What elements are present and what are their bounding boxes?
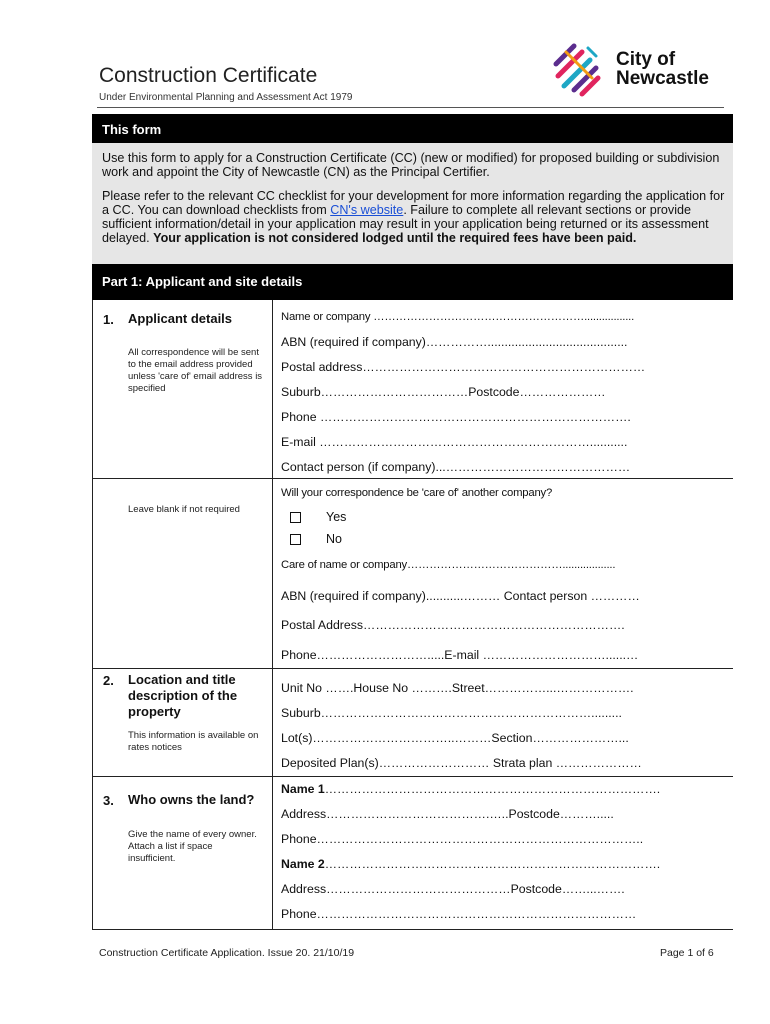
property-deposited-strata-field[interactable]: Deposited Plan(s)……………………… Strata plan ………………… <box>281 756 642 770</box>
applicant-phone-field[interactable]: Phone …………………………………………………………………. <box>281 410 631 424</box>
section-divider-3 <box>92 776 733 777</box>
care-of-phone-email-field[interactable]: Phone……………………….....E-mail …………………………......… <box>281 648 639 662</box>
section-1-title: Applicant details <box>128 311 233 326</box>
section-divider-2 <box>92 668 733 669</box>
section-1-note: All correspondence will be sent to the email address provided unless 'care of' email address is specified <box>128 347 263 394</box>
part1-heading: Part 1: Applicant and site details <box>102 274 303 289</box>
care-of-no-checkbox[interactable] <box>290 534 301 545</box>
cn-website-link[interactable]: CN's website <box>330 203 404 217</box>
property-suburb-field[interactable]: Suburb…………………………………………………………......... <box>281 706 622 720</box>
table-bottom-border <box>92 929 733 930</box>
section-3-note: Give the name of every owner. Attach a list if space insufficient. <box>128 829 257 864</box>
owner-1-name-field[interactable] <box>281 782 660 796</box>
logo-mark-icon <box>552 42 612 98</box>
care-of-no-label: No <box>326 532 342 546</box>
care-of-yes-checkbox[interactable] <box>290 512 301 523</box>
this-form-bar <box>92 114 733 143</box>
intro-paragraph-1: Use this form to apply for a Construction Certificate (CC) (new or modified) for proposed building or subdivision work and appoint the City of Newcastle (CN) as the Principal Certifier. <box>102 151 720 179</box>
owner-1-label: Name 1 <box>281 782 325 796</box>
owner-1-dots: ………………………………………………………………………. <box>324 782 661 796</box>
applicant-name-field[interactable]: Name or company …………………………………………………................. <box>281 311 635 323</box>
table-left-border <box>92 300 93 930</box>
applicant-email-field[interactable]: E-mail …………………………………………………………........... <box>281 435 628 449</box>
care-of-postal-address-field[interactable]: Postal Address………………………………………………………. <box>281 618 625 632</box>
owner-2-address-field[interactable]: Address………………………………………Postcode……...……. <box>281 882 625 896</box>
column-divider <box>272 300 273 930</box>
care-of-abn-contact-field[interactable]: ABN (required if company)...........……… Contact person ………… <box>281 589 640 603</box>
property-unit-house-street-field[interactable]: Unit No …….House No ……….Street……………...………………. <box>281 681 634 695</box>
document-subtitle: Under Environmental Planning and Assessment Act 1979 <box>99 92 353 103</box>
logo-text <box>616 50 709 88</box>
property-lot-section-field[interactable]: Lot(s)……………………………..………Section…………………... <box>281 731 629 745</box>
applicant-abn-field[interactable]: ABN (required if company)……………......................................... <box>281 335 628 349</box>
section-3-number: 3. <box>103 793 114 808</box>
care-of-question: Will your correspondence be 'care of' another company? <box>281 487 553 499</box>
owner-2-dots: ………………………………………………………………………. <box>324 857 661 871</box>
owner-2-label: Name 2 <box>281 857 325 871</box>
intro-paragraph-2 <box>102 189 727 245</box>
section-2-number: 2. <box>103 673 114 688</box>
document-title: Construction Certificate <box>99 64 318 87</box>
section-2-note: This information is available on rates notices <box>128 730 259 753</box>
applicant-postal-address-field[interactable]: Postal address…………………………………………………………… <box>281 360 646 374</box>
care-of-note: Leave blank if not required <box>128 504 240 515</box>
section-3-title: Who owns the land? <box>128 792 255 807</box>
applicant-suburb-postcode-field[interactable]: Suburb………………………………Postcode………………… <box>281 385 606 399</box>
part1-bar <box>92 264 733 300</box>
header-rule <box>97 107 724 108</box>
intro-box <box>92 143 733 264</box>
footer-page-number: Page 1 of 6 <box>660 947 714 959</box>
logo-text-line2: Newcastle <box>616 68 709 89</box>
section-2-title: Location and title description of the property <box>128 672 238 719</box>
this-form-heading: This form <box>102 122 162 137</box>
care-of-name-field[interactable]: Care of name or company…………………………………….................. <box>281 559 616 571</box>
owner-2-phone-field[interactable]: Phone…………………………………………………………………… <box>281 907 637 921</box>
applicant-contact-person-field[interactable]: Contact person (if company)...……………………………………… <box>281 460 631 474</box>
owner-2-name-field[interactable] <box>281 857 660 871</box>
intro-text-a: Please refer to the relevant CC checklist for your development for more information regarding the application for a CC. You can download checklists from <box>102 189 725 217</box>
care-of-yes-label: Yes <box>326 510 347 524</box>
intro-text-bold: Your application is not considered lodged until the required fees have been paid. <box>153 231 637 245</box>
section-1-number: 1. <box>103 312 114 327</box>
intro-text-b: . Failure to complete all relevant sections or provide sufficient information/detail in your application may result in your application being returned or its assessment delayed. <box>102 203 709 245</box>
city-of-newcastle-logo <box>552 42 732 98</box>
logo-text-line1: City of <box>616 49 676 70</box>
owner-1-address-field[interactable]: Address………………………………….…..Postcode………..... <box>281 807 614 821</box>
section-divider-1 <box>92 478 733 479</box>
footer-issue-text: Construction Certificate Application. Issue 20. 21/10/19 <box>99 947 355 959</box>
owner-1-phone-field[interactable]: Phone…………………………………………………………………….. <box>281 832 644 846</box>
